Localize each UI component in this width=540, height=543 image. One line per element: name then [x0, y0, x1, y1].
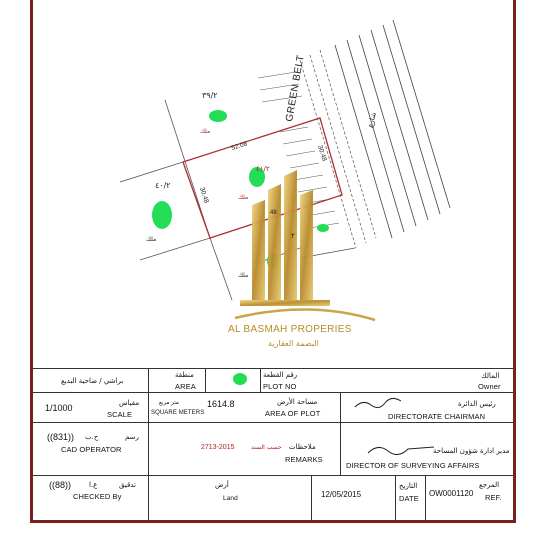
dim-mid: 48 [270, 210, 277, 216]
plot-no-value-marker [233, 373, 247, 385]
date-value: 12/05/2015 [321, 490, 362, 499]
green-belt-label: GREEN BELT [284, 54, 307, 123]
table-row-area [33, 368, 513, 392]
table-row-checked [33, 475, 513, 520]
checked-label-ar: تدقيق [119, 481, 136, 489]
plot-label-ar: رقم القطعة [263, 371, 298, 379]
checked-value-ar: ع.ا [89, 481, 98, 489]
cad-label-ar: رسم [125, 433, 139, 441]
cad-value-ar: ح.ب [85, 433, 99, 441]
scale-label-en: SCALE [107, 410, 133, 419]
unit-label-ar: متر مربع [159, 400, 179, 406]
unit-label-en: SQUARE METERS [151, 410, 205, 416]
street-label: شارع [366, 111, 378, 129]
remarks-label-en: REMARKS [285, 455, 323, 464]
plot-label-en: PLOT NO [263, 382, 297, 391]
land-label-ar: أرض [215, 481, 229, 489]
region-label-ar: منطقة [175, 371, 194, 379]
owner-label-en: Owner [478, 382, 501, 391]
chairman-signature [353, 397, 403, 411]
plot-corner-no: ٢ [291, 232, 295, 240]
table-row-remarks [33, 422, 513, 475]
owner-bottom: ملك [238, 272, 249, 279]
region-label-en: AREA [175, 382, 196, 391]
owner-label-ar: المالك [481, 372, 500, 380]
plot-no-top: ٣٩/٢ [202, 91, 218, 100]
owner-left: ملك [146, 236, 157, 243]
dim-right: 30.48 [316, 144, 328, 163]
watermark-logo [235, 170, 375, 320]
watermark-title: AL BASMAH PROPERIES [228, 324, 352, 335]
surveying-signature [366, 441, 436, 457]
chairman-label-en: DIRECTORATE CHAIRMAN [388, 412, 486, 421]
checked-label-en: CHECKED By [73, 492, 122, 501]
date-label-en: DATE [399, 494, 419, 503]
land-label-en: Land [223, 495, 238, 502]
ref-label-en: REF. [485, 493, 502, 502]
area-label-ar: مساحة الأرض [277, 398, 318, 406]
scale-label-ar: مقياس [119, 399, 140, 407]
surveying-label-en: DIRECTOR OF SURVEYING AFFAIRS [346, 461, 480, 470]
road-lines [335, 20, 450, 238]
ref-label-ar: المرجع [479, 481, 500, 489]
cad-label-en: CAD OPERATOR [61, 445, 122, 454]
owner-top: ملك [200, 128, 211, 135]
plot-no-left: ٤٠/٢ [155, 181, 171, 190]
area-value: 1614.8 [207, 399, 235, 409]
dim-top: 52.08 [230, 140, 249, 152]
remarks-label-ar: ملاحظات [289, 443, 316, 451]
ref-value: OW0001120 [429, 489, 474, 498]
remarks-value: 2713-2015 [201, 444, 235, 451]
checked-value: ((88)) [49, 480, 71, 490]
table-row-scale [33, 392, 513, 422]
date-label-ar: التاريخ [399, 482, 418, 490]
dim-left: 30.48 [198, 186, 210, 205]
surveying-label-ar: مدير ادارة شؤون المساحة [433, 447, 510, 455]
remarks-value-ar: حسب السند [251, 444, 282, 451]
plot-no-main: ٤١/٢ [256, 165, 270, 173]
chairman-label-ar: رئيس الدائرة [458, 400, 496, 408]
scale-value: 1/1000 [45, 403, 73, 413]
owner-main: ملك [238, 194, 249, 201]
region-value: براشي / ضاحية البديع [61, 377, 124, 385]
title-block-table [33, 368, 513, 520]
cad-value: ((831)) [47, 432, 75, 442]
watermark-subtitle: البصمة العقارية [268, 339, 319, 348]
area-label-en: AREA OF PLOT [265, 409, 321, 418]
